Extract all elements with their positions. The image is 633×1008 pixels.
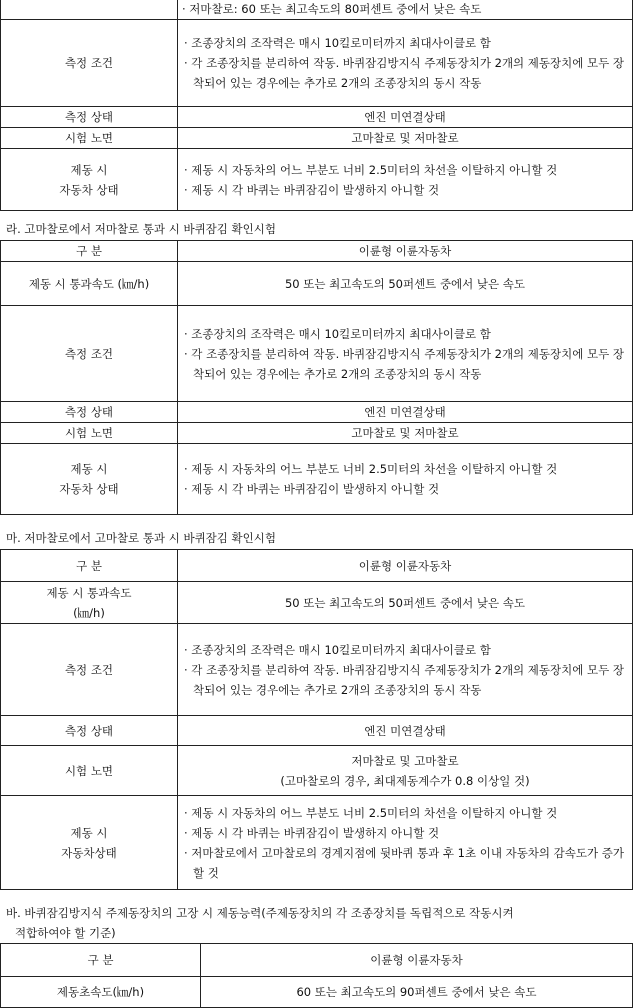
header-vehicle-type: 이륜형 이륜자동차 xyxy=(201,944,633,977)
vehicle-state-label: 제동 시 자동차상태 xyxy=(1,796,178,890)
list-item: · 조종장치의 조작력은 매시 10킬로미터까지 최대사이클로 함 xyxy=(184,36,491,50)
state-value: 엔진 미연결상태 xyxy=(178,716,633,746)
table-ma xyxy=(0,549,633,890)
header-category: 구 분 xyxy=(1,550,178,582)
measure-cond xyxy=(178,20,633,107)
measure-cond-label: 측정 조건 xyxy=(1,306,178,402)
speed-low-friction: · 저마찰로: 60 또는 최고속도의 80퍼센트 중에서 낮은 속도 xyxy=(178,0,633,20)
measure-cond xyxy=(178,306,633,402)
speed-label: 제동 시 통과속도 (㎞/h) xyxy=(1,262,178,306)
measure-cond xyxy=(178,624,633,716)
vehicle-state xyxy=(178,796,633,890)
speed-label: 제동 시 통과속도 (㎞/h) xyxy=(1,582,178,624)
speed-label: 제동초속도(㎞/h) xyxy=(1,977,201,1008)
state-value: 엔진 미연결상태 xyxy=(178,107,633,128)
section-title-ma: 마. 저마찰로에서 고마찰로 통과 시 바퀴잠김 확인시험 xyxy=(6,531,276,545)
list-item: · 각 조종장치를 분리하여 작동. 바퀴잠김방지식 주제동장치가 2개의 제동장치에 모두 장착되어 있는 경우에는 추가로 2개의 조종장치의 동시 작동 xyxy=(184,346,624,381)
header-category: 구 분 xyxy=(1,944,201,977)
list-item: · 제동 시 각 바퀴는 바퀴잠김이 발생하지 아니할 것 xyxy=(184,182,440,197)
list-item: · 저마찰로에서 고마찰로의 경계지점에 뒷바퀴 통과 후 1초 이내 자동차의 감속도가 증가할 것 xyxy=(184,845,624,880)
vehicle-state xyxy=(178,149,633,211)
road-label: 시험 노면 xyxy=(1,423,178,444)
table-ba xyxy=(0,943,633,1008)
header-vehicle-type: 이륜형 이륜자동차 xyxy=(178,241,633,262)
vehicle-state-label: 제동 시 자동차 상태 xyxy=(1,149,178,211)
list-item: · 제동 시 각 바퀴는 바퀴잠김이 발생하지 아니할 것 xyxy=(184,482,440,496)
state-label: 측정 상태 xyxy=(1,107,178,128)
list-item: · 각 조종장치를 분리하여 작동. 바퀴잠김방지식 주제동장치가 2개의 제동장치에 모두 장착되어 있는 경우에는 추가로 2개의 조종장치의 동시 작동 xyxy=(184,662,624,697)
state-label: 측정 상태 xyxy=(1,716,178,746)
list-item: · 제동 시 자동차의 어느 부분도 너비 2.5미터의 차선을 이탈하지 아니할 것 xyxy=(184,462,558,476)
list-item: · 제동 시 각 바퀴는 바퀴잠김이 발생하지 아니할 것 xyxy=(184,825,440,840)
vehicle-state xyxy=(178,444,633,515)
section-title-ba-cont: 적합하여야 할 기준) xyxy=(15,926,116,940)
section-title-ra: 라. 고마찰로에서 저마찰로 통과 시 바퀴잠김 확인시험 xyxy=(6,222,276,236)
list-item: · 제동 시 자동차의 어느 부분도 너비 2.5미터의 차선을 이탈하지 아니할 것 xyxy=(184,162,558,177)
list-item: · 조종장치의 조작력은 매시 10킬로미터까지 최대사이클로 함 xyxy=(184,326,491,341)
road-value: 고마찰로 및 저마찰로 xyxy=(178,423,633,444)
list-item: · 제동 시 자동차의 어느 부분도 너비 2.5미터의 차선을 이탈하지 아니할 것 xyxy=(184,805,558,820)
table-top xyxy=(0,0,633,211)
speed-value: 50 또는 최고속도의 50퍼센트 중에서 낮은 속도 xyxy=(178,582,633,624)
header-vehicle-type: 이륜형 이륜자동차 xyxy=(178,550,633,582)
road-label: 시험 노면 xyxy=(1,746,178,796)
road-label: 시험 노면 xyxy=(1,128,178,149)
measure-cond-label: 측정 조건 xyxy=(1,624,178,716)
state-value: 엔진 미연결상태 xyxy=(178,402,633,423)
speed-value: 50 또는 최고속도의 50퍼센트 중에서 낮은 속도 xyxy=(178,262,633,306)
state-label: 측정 상태 xyxy=(1,402,178,423)
road-value: 저마찰로 및 고마찰로 (고마찰로의 경우, 최대제동계수가 0.8 이상일 것) xyxy=(178,746,633,796)
road-value: 고마찰로 및 저마찰로 xyxy=(178,128,633,149)
speed-value: 60 또는 최고속도의 90퍼센트 중에서 낮은 속도 xyxy=(201,977,633,1008)
list-item: · 각 조종장치를 분리하여 작동. 바퀴잠김방지식 주제동장치가 2개의 제동장치에 모두 장착되어 있는 경우에는 추가로 2개의 조종장치의 동시 작동 xyxy=(184,56,624,90)
measure-cond-label: 측정 조건 xyxy=(1,20,178,107)
table-ra xyxy=(0,240,633,515)
list-item: · 조종장치의 조작력은 매시 10킬로미터까지 최대사이클로 함 xyxy=(184,642,491,657)
header-category: 구 분 xyxy=(1,241,178,262)
section-title-ba: 바. 바퀴잠김방지식 주제동장치의 고장 시 제동능력(주제동장치의 각 조종장치를 독립적으로 작동시켜 xyxy=(6,906,514,920)
vehicle-state-label: 제동 시 자동차 상태 xyxy=(1,444,178,515)
